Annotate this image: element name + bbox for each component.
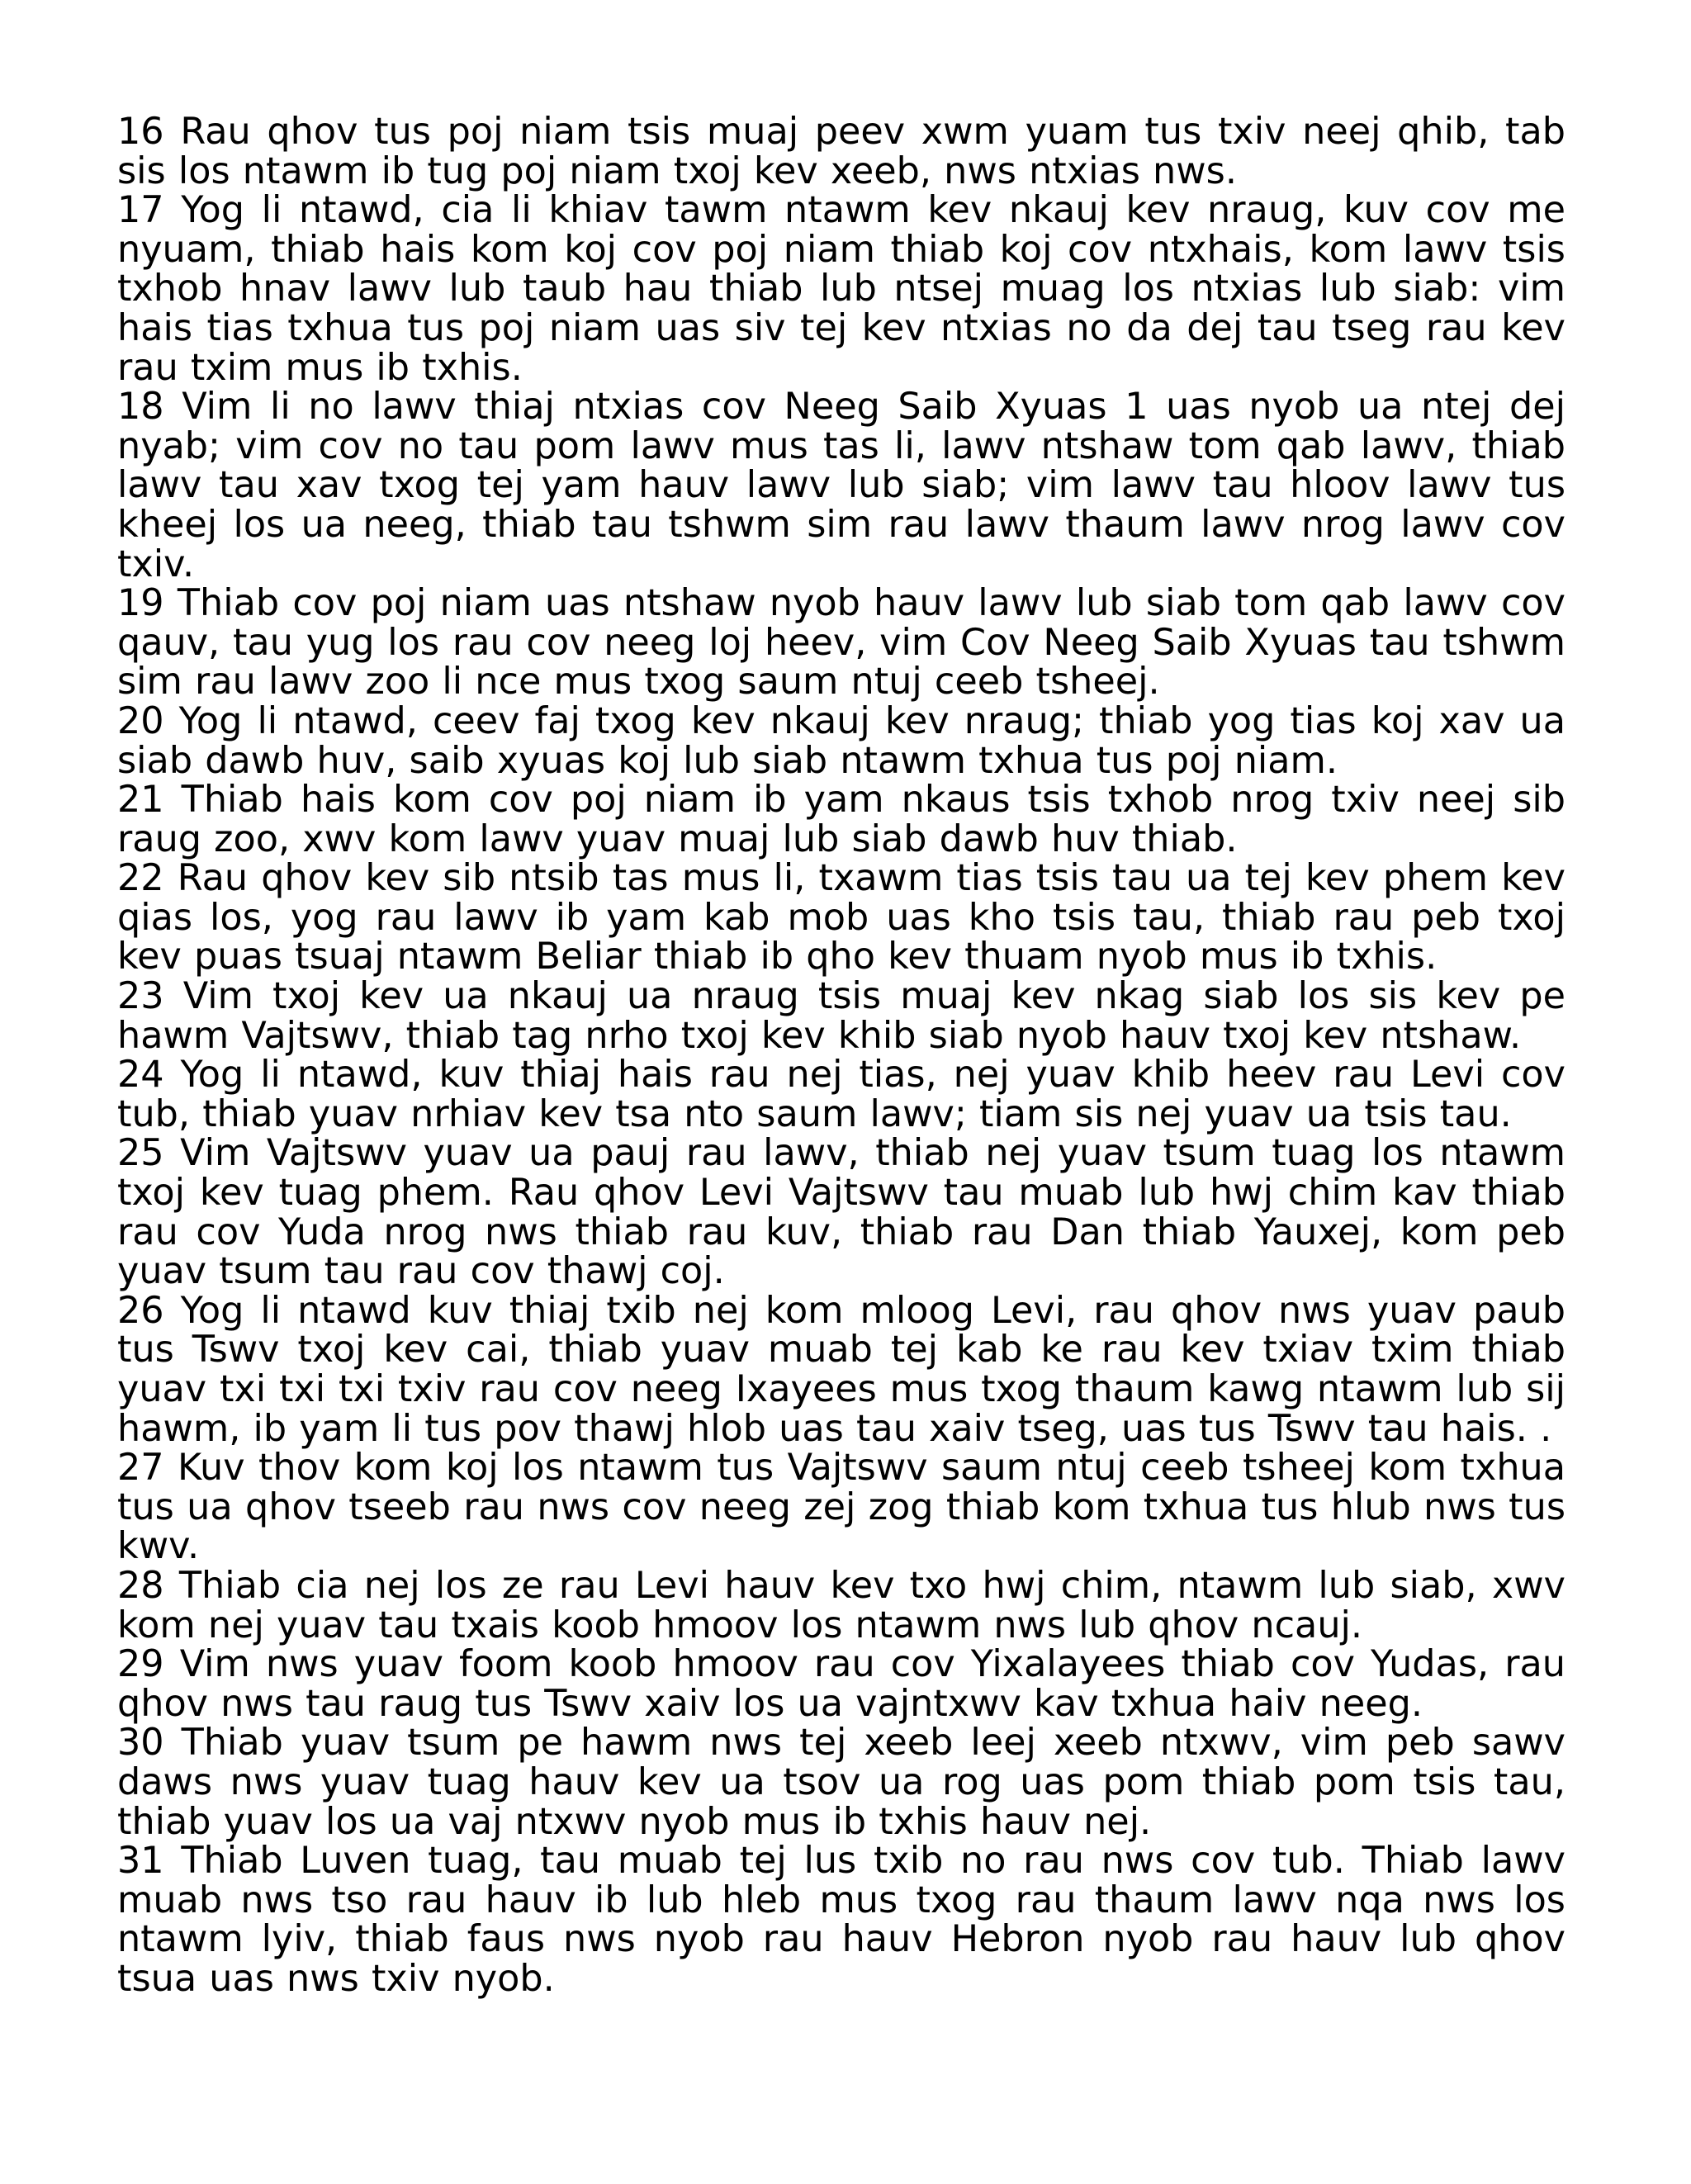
verse-23: 23 Vim txoj kev ua nkauj ua nraug tsis muaj kev nkag siab los sis kev pe hawm Vajtswv, thiab tag nrho txoj kev khib siab nyob hauv txoj kev ntshaw. (117, 975, 1565, 1057)
document-page (117, 112, 1565, 1999)
verse-17: 17 Yog li ntawd, cia li khiav tawm ntawm kev nkauj kev nraug, kuv cov me nyuam, thiab hais kom koj cov poj niam thiab koj cov ntxhais, kom lawv tsis txhob hnav lawv lub taub hau thiab lub ntsej muag los ntxias lub siab: vim hais tias txhua tus poj niam uas siv tej kev ntxias no da dej tau tseg rau kev rau txim mus ib txhis. (117, 189, 1565, 389)
verse-30: 30 Thiab yuav tsum pe hawm nws tej xeeb leej xeeb ntxwv, vim peb sawv daws nws yuav tuag hauv kev ua tsov ua rog uas pom thiab pom tsis tau, thiab yuav los ua vaj ntxwv nyob mus ib txhis hauv nej. (117, 1722, 1565, 1843)
verse-29: 29 Vim nws yuav foom koob hmoov rau cov Yixalayees thiab cov Yudas, rau qhov nws tau raug tus Tswv xaiv los ua vajntxwv kav txhua haiv neeg. (117, 1643, 1565, 1725)
verse-19: 19 Thiab cov poj niam uas ntshaw nyob hauv lawv lub siab tom qab lawv cov qauv, tau yug los rau cov neeg loj heev, vim Cov Neeg Saib Xyuas tau tshwm sim rau lawv zoo li nce mus txog saum ntuj ceeb tsheej. (117, 582, 1565, 704)
verse-21: 21 Thiab hais kom cov poj niam ib yam nkaus tsis txhob nrog txiv neej sib raug zoo, xwv kom lawv yuav muaj lub siab dawb huv thiab. (117, 779, 1565, 860)
verse-24: 24 Yog li ntawd, kuv thiaj hais rau nej tias, nej yuav khib heev rau Levi cov tub, thiab yuav nrhiav kev tsa nto saum lawv; tiam sis nej yuav ua tsis tau. (117, 1054, 1565, 1135)
verse-20: 20 Yog li ntawd, ceev faj txog kev nkauj kev nraug; thiab yog tias koj xav ua siab dawb huv, saib xyuas koj lub siab ntawm txhua tus poj niam. (117, 699, 1565, 782)
verse-27: 27 Kuv thov kom koj los ntawm tus Vajtswv saum ntuj ceeb tsheej kom txhua tus ua qhov tseeb rau nws cov neeg zej zog thiab kom txhua tus hlub nws tus kwv. (117, 1447, 1565, 1568)
verse-16: 16 Rau qhov tus poj niam tsis muaj peev xwm yuam tus txiv neej qhib, tab sis los ntawm ib tug poj niam txoj kev xeeb, nws ntxias nws. (117, 111, 1565, 192)
verse-18: 18 Vim li no lawv thiaj ntxias cov Neeg Saib Xyuas 1 uas nyob ua ntej dej nyab; vim cov no tau pom lawv mus tas li, lawv ntshaw tom qab lawv, thiab lawv tau xav txog tej yam hauv lawv lub siab; vim lawv tau hloov lawv tus kheej los ua neeg, thiab tau tshwm sim rau lawv thaum lawv nrog lawv cov txiv. (117, 386, 1565, 585)
verse-25: 25 Vim Vajtswv yuav ua pauj rau lawv, thiab nej yuav tsum tuag los ntawm txoj kev tuag phem. Rau qhov Levi Vajtswv tau muab lub hwj chim kav thiab rau cov Yuda nrog nws thiab rau kuv, thiab rau Dan thiab Yauxej, kom peb yuav tsum tau rau cov thawj coj. (117, 1132, 1565, 1293)
verse-26: 26 Yog li ntawd kuv thiaj txib nej kom mloog Levi, rau qhov nws yuav paub tus Tswv txoj kev cai, thiab yuav muab tej kab ke rau kev txiav txim thiab yuav txi txi txi txiv rau cov neeg Ixayees mus txog thaum kawg ntawm lub sij hawm, ib yam li tus pov thawj hlob uas tau xaiv tseg, uas tus Tswv tau hais. . (117, 1289, 1565, 1450)
verse-28: 28 Thiab cia nej los ze rau Levi hauv kev txo hwj chim, ntawm lub siab, xwv kom nej yuav tau txais koob hmoov los ntawm nws lub qhov ncauj. (117, 1564, 1565, 1646)
verse-22: 22 Rau qhov kev sib ntsib tas mus li, txawm tias tsis tau ua tej kev phem kev qias los, yog rau lawv ib yam kab mob uas kho tsis tau, thiab rau peb txoj kev puas tsuaj ntawm Beliar thiab ib qho kev thuam nyob mus ib txhis. (117, 857, 1565, 978)
verse-31: 31 Thiab Luven tuag, tau muab tej lus txib no rau nws cov tub. Thiab lawv muab nws tso rau hauv ib lub hleb mus txog rau thaum lawv nqa nws los ntawm lyiv, thiab faus nws nyob rau hauv Hebron nyob rau hauv lub qhov tsua uas nws txiv nyob. (117, 1840, 1565, 2000)
